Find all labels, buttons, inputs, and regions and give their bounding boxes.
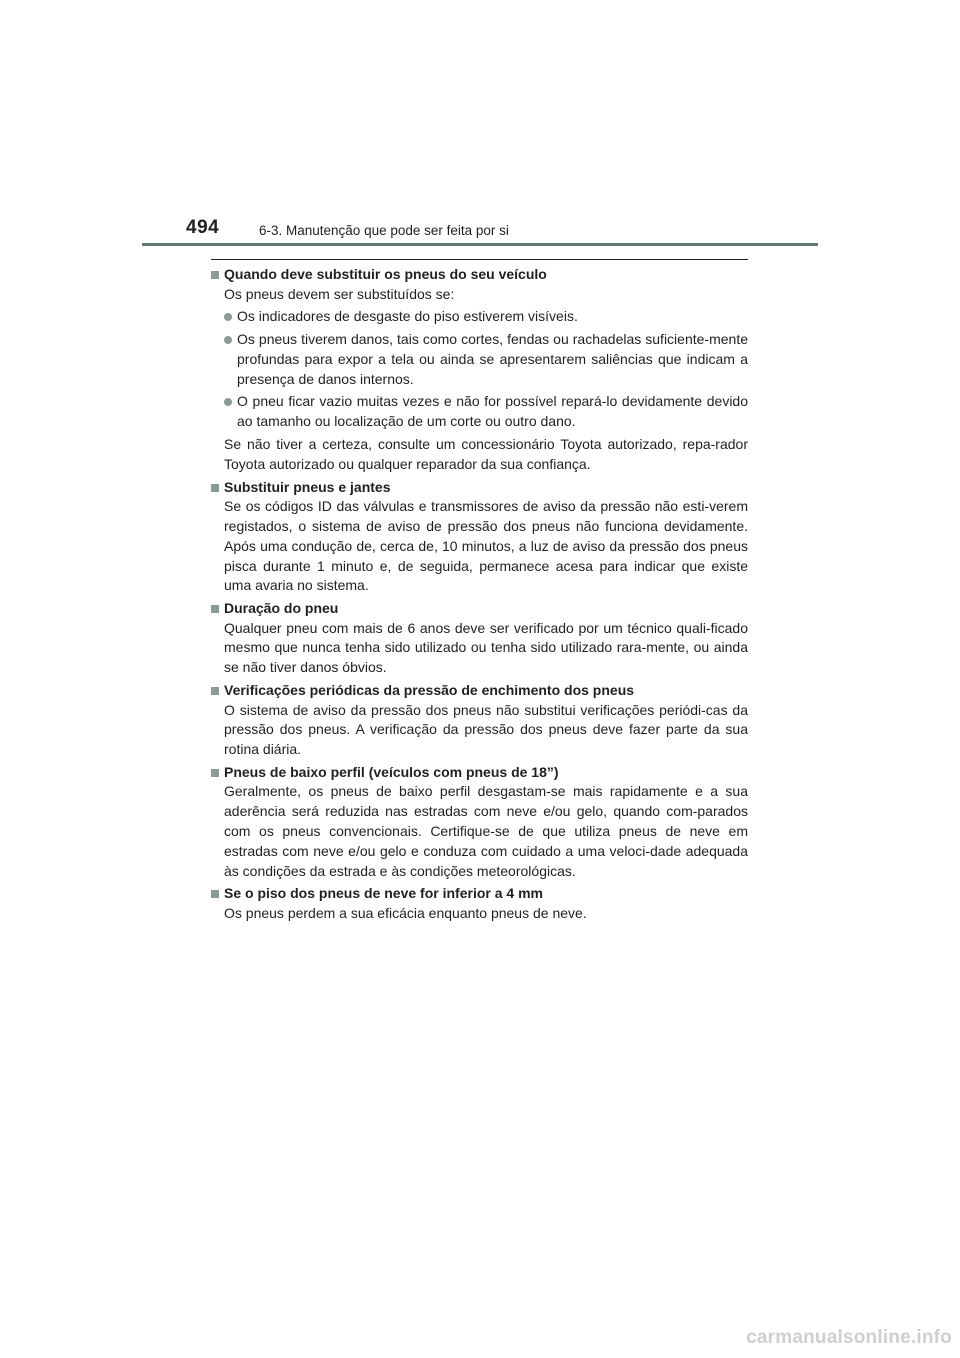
body-text: O sistema de aviso da pressão dos pneus não substitui verificações periódi-cas da pressão dos pneus. A verificação da pressão dos pneus deve fazer parte da sua rotina diária. (224, 701, 748, 758)
list-item (211, 307, 748, 327)
body-text: Geralmente, os pneus de baixo perfil desgastam-se mais rapidamente e a sua aderência será reduzida nas estradas com neve e/ou gelo, quando com-parados com os pneus convencionais. Certifique-se de que utiliza pneus de neve em estradas com neve e/ou gelo e conduza com cuidado a uma veloci-dade adequada às condições da estrada e às condições meteorológicas. (224, 783, 748, 879)
intro-text: Os pneus devem ser substituídos se: (224, 285, 455, 302)
item-snow-tire-tread (211, 884, 748, 923)
item-tire-life (211, 599, 748, 678)
content (211, 265, 748, 927)
square-bullet-icon (211, 890, 219, 898)
body-text: Qualquer pneu com mais de 6 anos deve ser verificado por um técnico quali-ficado mesmo que nunca tenha sido utilizado ou tenha sido utilizado rara-mente, ou ainda se não tiver danos óbvios. (224, 619, 748, 676)
list-item (211, 330, 748, 389)
list-item-text: O pneu ficar vazio muitas vezes e não for possível repará-lo devidamente devido ao tamanho ou localização de um corte ou outro dano. (237, 393, 748, 430)
heading-text: Duração do pneu (224, 600, 339, 617)
circle-bullet-icon (224, 313, 232, 321)
footer-watermark: carmanualsonline.info (746, 1327, 952, 1348)
item-heading (211, 265, 748, 285)
item-low-profile-tires (211, 763, 748, 881)
square-bullet-icon (211, 769, 219, 777)
circle-bullet-icon (224, 398, 232, 406)
body-text: Se os códigos ID das válvulas e transmissores de aviso da pressão não esti-verem registados, o sistema de aviso de pressão dos pneus não funciona devidamente. Após uma condução de, cerca de, 10 minutos, a luz de aviso da pressão dos pneus pisca durante 1 minuto e, de seguida, permanece acesa para indicar que existe uma avaria no sistema. (224, 498, 748, 594)
square-bullet-icon (211, 484, 219, 492)
heading-text: Quando deve substituir os pneus do seu veículo (224, 266, 547, 282)
list-item-text: Os indicadores de desgaste do piso estiverem visíveis. (237, 308, 578, 325)
item-periodic-checks (211, 681, 748, 760)
list-item (211, 392, 748, 432)
item-heading (211, 763, 748, 783)
circle-bullet-icon (224, 336, 232, 344)
square-bullet-icon (211, 687, 219, 695)
page-number: 494 (186, 217, 220, 238)
content-rule (211, 259, 748, 260)
item-heading (211, 884, 748, 904)
item-tire-replacement (211, 265, 748, 475)
outro-text: Se não tiver a certeza, consulte um concessionário Toyota autorizado, repa-rador Toyota autorizado ou qualquer reparador da sua confiança. (224, 436, 748, 472)
square-bullet-icon (211, 271, 219, 279)
item-heading (211, 681, 748, 701)
heading-text: Substituir pneus e jantes (224, 478, 391, 495)
header-rule (142, 243, 818, 246)
heading-text: Pneus de baixo perfil (veículos com pneus de 18”) (224, 763, 559, 780)
body-text: Os pneus perdem a sua eficácia enquanto pneus de neve. (224, 904, 587, 921)
heading-text: Se o piso dos pneus de neve for inferior a 4 mm (224, 885, 543, 902)
heading-text: Verificações periódicas da pressão de enchimento dos pneus (224, 682, 635, 699)
section-title: 6-3. Manutenção que pode ser feita por si (259, 223, 509, 238)
item-heading (211, 599, 748, 619)
square-bullet-icon (211, 605, 219, 613)
item-replace-tires-wheels (211, 478, 748, 596)
item-heading (211, 478, 748, 498)
list-item-text: Os pneus tiverem danos, tais como cortes, fendas ou rachadelas suficiente-mente profundas para expor a tela ou ainda se apresentarem saliências que indicam a presença de danos internos. (237, 331, 748, 387)
